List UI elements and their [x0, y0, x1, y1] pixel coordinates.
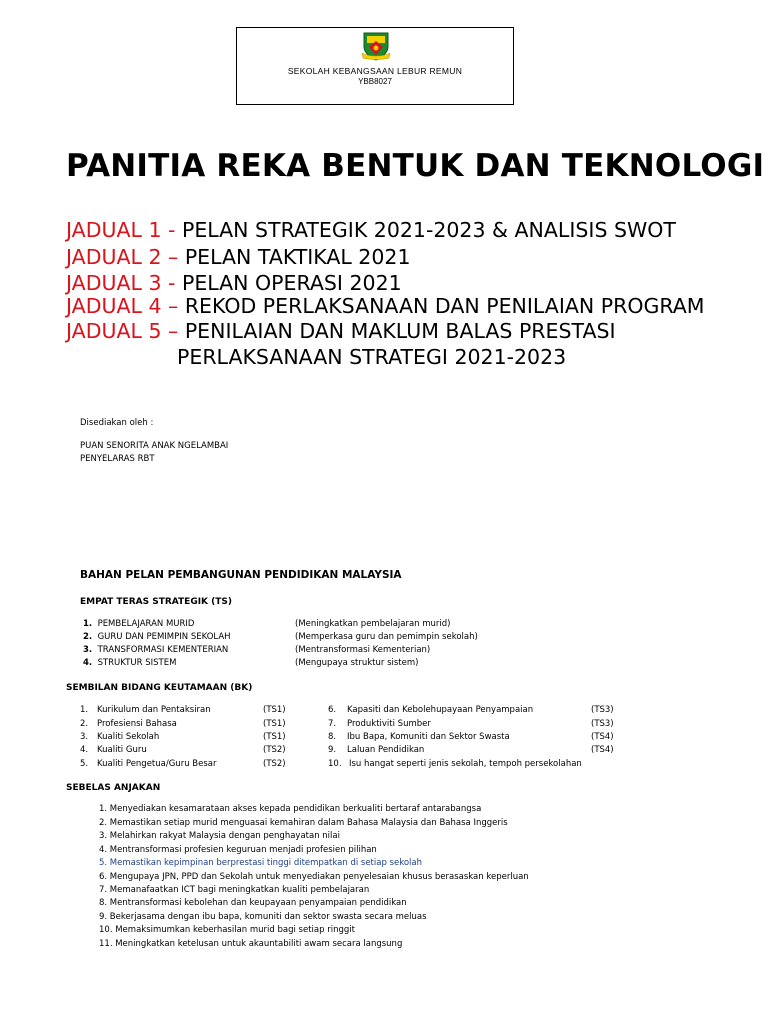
- school-crest-icon: [362, 31, 390, 61]
- anjakan-item: 1. Menyediakan kesamarataan akses kepada pendidikan berkualiti bertaraf antarabangsa: [99, 804, 482, 814]
- bk-name: Produktiviti Sumber: [347, 719, 431, 729]
- ts-name: TRANSFORMASI KEMENTERIAN: [97, 645, 229, 655]
- school-name: SEKOLAH KEBANGSAAN LEBUR REMUN: [287, 66, 463, 76]
- anjakan-item: 9. Bekerjasama dengan ibu bapa, komuniti dan sektor swasta secara meluas: [99, 912, 427, 922]
- schedule-label: JADUAL 5 –: [66, 319, 179, 343]
- page-title: PANITIA REKA BENTUK DAN TEKNOLOGI: [66, 148, 765, 184]
- bk-code: (TS1): [263, 732, 286, 742]
- schedule-5-continuation: PERLAKSANAAN STRATEGI 2021-2023: [177, 345, 567, 369]
- ts-num: 4.: [83, 658, 93, 668]
- schedule-text: PELAN STRATEGIK 2021-2023 & ANALISIS SWOT: [181, 218, 676, 242]
- anjakan-item: 7. Memanafaatkan ICT bagi meningkatkan kualiti pembelajaran: [99, 885, 370, 895]
- school-code: YBB8027: [358, 77, 392, 86]
- bk-num: 6.: [328, 705, 337, 715]
- ts-desc: (Memperkasa guru dan pemimpin sekolah): [295, 632, 478, 642]
- anjakan-item: 3. Melahirkan rakyat Malaysia dengan penghayatan nilai: [99, 831, 340, 841]
- bk-name: Kualiti Sekolah: [97, 732, 160, 742]
- bk-name: Kualiti Guru: [97, 745, 147, 755]
- bk-code: (TS3): [591, 719, 614, 729]
- bk-name: Kapasiti dan Kebolehupayaan Penyampaian: [347, 705, 534, 715]
- bk-name: Ibu Bapa, Komuniti dan Sektor Swasta: [347, 732, 510, 742]
- schedule-text: PENILAIAN DAN MAKLUM BALAS PRESTASI: [184, 319, 616, 343]
- bk-code: (TS1): [263, 705, 286, 715]
- prepared-by-label: Disediakan oleh :: [80, 418, 154, 428]
- bk-name: Laluan Pendidikan: [347, 745, 425, 755]
- schedule-text: PELAN OPERASI 2021: [181, 271, 402, 295]
- anjakan-item: 11. Meningkatkan ketelusan untuk akauntabiliti awam secara langsung: [99, 939, 403, 949]
- ts-heading: EMPAT TERAS STRATEGIK (TS): [80, 597, 233, 607]
- bk-code: (TS3): [591, 705, 614, 715]
- schedule-1: [66, 218, 676, 242]
- ts-item: [83, 645, 228, 655]
- schedule-label: JADUAL 4 –: [66, 294, 179, 318]
- bk-num: 3.: [80, 732, 89, 742]
- bk-name: Kurikulum dan Pentaksiran: [97, 705, 211, 715]
- bk-name: Isu hangat seperti jenis sekolah, tempoh persekolahan: [349, 759, 582, 769]
- bk-num: 1.: [80, 705, 89, 715]
- bk-name: Kualiti Pengetua/Guru Besar: [97, 759, 217, 769]
- ts-item: [83, 632, 231, 642]
- ts-num: 1.: [83, 619, 93, 629]
- bk-code: (TS2): [263, 759, 286, 769]
- bk-num: 4.: [80, 745, 89, 755]
- bk-num: 2.: [80, 719, 89, 729]
- schedule-label: JADUAL 1 -: [66, 218, 176, 242]
- ts-desc: (Meningkatkan pembelajaran murid): [295, 619, 451, 629]
- prepared-by-name: PUAN SENORITA ANAK NGELAMBAI: [80, 441, 229, 451]
- ts-name: PEMBELAJARAN MURID: [97, 619, 195, 629]
- schedule-2: [66, 245, 410, 269]
- ts-num: 2.: [83, 632, 93, 642]
- anjakan-item: 8. Mentransformasi kebolehan dan keupayaan penyampaian pendidikan: [99, 898, 407, 908]
- ts-name: GURU DAN PEMIMPIN SEKOLAH: [97, 632, 231, 642]
- ts-desc: (Mentransformasi Kementerian): [295, 645, 431, 655]
- bk-heading: SEMBILAN BIDANG KEUTAMAAN (BK): [66, 683, 253, 693]
- bk-num: 8.: [328, 732, 337, 742]
- bk-code: (TS4): [591, 745, 614, 755]
- anjakan-item: 4. Mentransformasi profesien keguruan menjadi profesien pilihan: [99, 845, 377, 855]
- ts-desc: (Mengupaya struktur sistem): [295, 658, 419, 668]
- prepared-by-role: PENYELARAS RBT: [80, 454, 155, 464]
- anjakan-heading: SEBELAS ANJAKAN: [66, 783, 161, 793]
- anjakan-item: 5. Memastikan kepimpinan berprestasi tinggi ditempatkan di setiap sekolah: [99, 858, 422, 868]
- bk-num: 7.: [328, 719, 337, 729]
- ts-name: STRUKTUR SISTEM: [97, 658, 177, 668]
- schedule-text: PELAN TAKTIKAL 2021: [184, 245, 411, 269]
- bk-num: 9.: [328, 745, 337, 755]
- schedule-label: JADUAL 3 -: [66, 271, 176, 295]
- anjakan-item: 10. Memaksimumkan keberhasilan murid bagi setiap ringgit: [99, 925, 355, 935]
- ts-num: 3.: [83, 645, 93, 655]
- schedule-5: [66, 319, 616, 343]
- bk-code: (TS2): [263, 745, 286, 755]
- anjakan-item: 2. Memastikan setiap murid menguasai kemahiran dalam Bahasa Malaysia dan Bahasa Inggeris: [99, 818, 508, 828]
- schedule-label: JADUAL 2 –: [66, 245, 179, 269]
- bk-num: 10.: [328, 759, 342, 769]
- ts-item: [83, 619, 194, 629]
- schedule-4: [66, 294, 705, 318]
- bk-name: Profesiensi Bahasa: [97, 719, 177, 729]
- bk-code: (TS1): [263, 719, 286, 729]
- section-title: BAHAN PELAN PEMBANGUNAN PENDIDIKAN MALAYSIA: [80, 569, 402, 581]
- bk-num: 5.: [80, 759, 89, 769]
- schedule-3: [66, 271, 402, 295]
- school-header-box: [236, 27, 514, 105]
- anjakan-item: 6. Mengupaya JPN, PPD dan Sekolah untuk menyediakan penyelesaian khusus berasaskan keperluan: [99, 872, 529, 882]
- schedule-text: REKOD PERLAKSANAAN DAN PENILAIAN PROGRAM: [184, 294, 705, 318]
- ts-item: [83, 658, 176, 668]
- bk-code: (TS4): [591, 732, 614, 742]
